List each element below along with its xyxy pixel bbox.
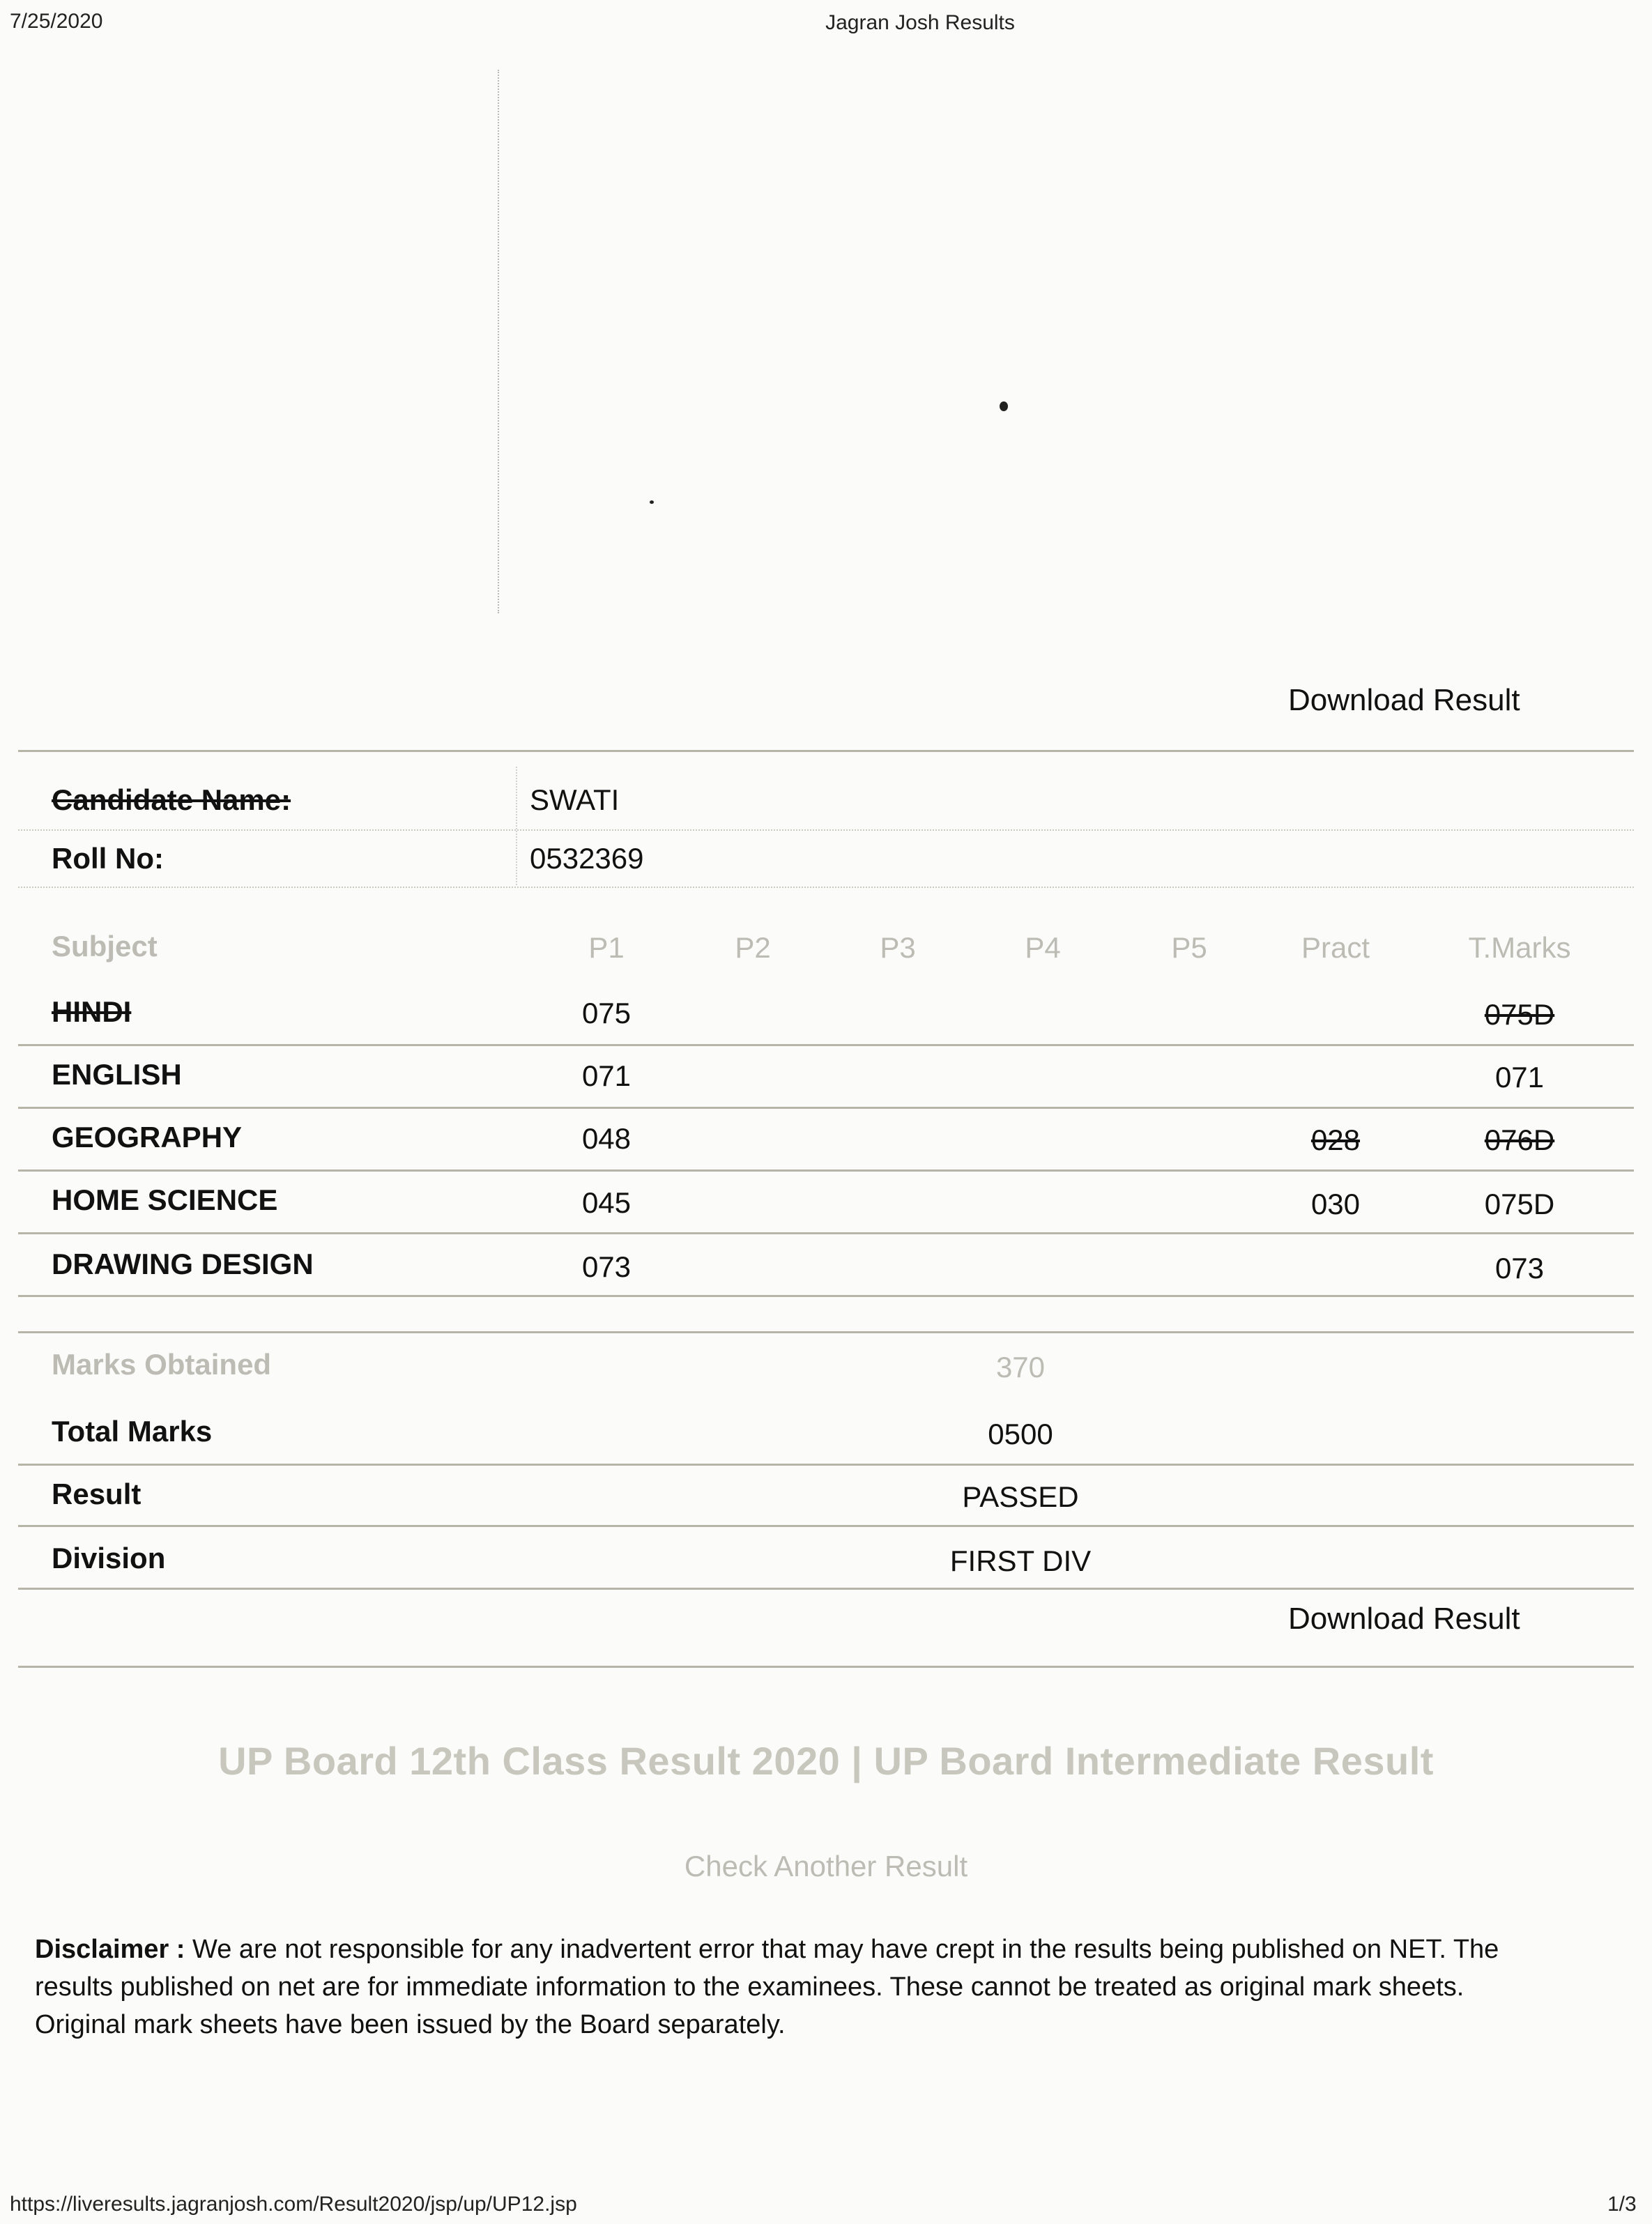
th-pract: Pract xyxy=(1301,931,1370,964)
info-divider xyxy=(516,767,517,885)
total-cell: 075D xyxy=(1484,1188,1555,1220)
th-p4: P4 xyxy=(1025,931,1061,964)
section-divider xyxy=(498,70,499,613)
th-p3: P3 xyxy=(880,931,916,964)
pract-cell: 030 xyxy=(1310,1188,1361,1220)
p1-cell: 048 xyxy=(581,1122,632,1155)
download-result-link-top[interactable]: Download Result xyxy=(1288,683,1520,717)
speck xyxy=(1000,401,1008,411)
disclaimer-line-1: We are not responsible for any inadvertent error that may have crept in the results being published on NET. The xyxy=(192,1935,1499,1964)
row-divider xyxy=(18,1044,1634,1046)
subject-cell: GEOGRAPHY xyxy=(52,1121,243,1153)
total-cell: 071 xyxy=(1494,1061,1545,1094)
total-marks-label: Total Marks xyxy=(52,1415,213,1448)
disclaimer xyxy=(35,1931,1631,2043)
row-divider xyxy=(18,1295,1634,1297)
candidate-name-label: Candidate Name: xyxy=(52,783,291,816)
th-p1: P1 xyxy=(588,931,625,964)
subject-cell: HOME SCIENCE xyxy=(52,1183,278,1216)
speck xyxy=(650,500,654,504)
total-cell: 075D xyxy=(1484,998,1555,1031)
subject-cell: HINDI xyxy=(52,995,132,1028)
th-subject: Subject xyxy=(52,930,158,963)
division-value: FIRST DIV xyxy=(949,1544,1092,1577)
row-divider xyxy=(18,1464,1634,1466)
print-date: 7/25/2020 xyxy=(10,10,103,33)
download-result-link-bottom[interactable]: Download Result xyxy=(1288,1602,1520,1636)
print-title: Jagran Josh Results xyxy=(825,11,1015,34)
p1-cell: 071 xyxy=(581,1059,632,1092)
subject-cell: ENGLISH xyxy=(52,1058,182,1091)
th-p2: P2 xyxy=(735,931,771,964)
row-divider xyxy=(18,1232,1634,1234)
result-label: Result xyxy=(52,1478,142,1510)
roll-no-label: Roll No: xyxy=(52,842,164,875)
result-value: PASSED xyxy=(962,1480,1079,1513)
row-divider xyxy=(18,1588,1634,1590)
subject-cell: DRAWING DESIGN xyxy=(52,1248,314,1280)
p1-cell: 073 xyxy=(581,1250,632,1283)
divider xyxy=(18,1666,1634,1668)
row-divider xyxy=(18,887,1634,888)
total-cell: 076D xyxy=(1484,1123,1555,1156)
divider xyxy=(18,1331,1634,1333)
check-another-result-link[interactable]: Check Another Result xyxy=(684,1850,968,1882)
p1-cell: 075 xyxy=(581,997,632,1029)
divider xyxy=(18,750,1634,752)
disclaimer-line-2: results published on net are for immediate information to the examinees. These cannot be treated as original mark sheets. xyxy=(35,1972,1464,2002)
division-label: Division xyxy=(52,1542,166,1574)
th-p5: P5 xyxy=(1171,931,1207,964)
marks-obtained-label: Marks Obtained xyxy=(52,1348,272,1381)
row-divider xyxy=(18,1107,1634,1109)
total-marks-value: 0500 xyxy=(988,1418,1053,1450)
p1-cell: 045 xyxy=(581,1186,632,1219)
row-divider xyxy=(18,829,1634,831)
print-page-number: 1/3 xyxy=(1607,2193,1637,2216)
disclaimer-line-3: Original mark sheets have been issued by the Board separately. xyxy=(35,2010,786,2039)
print-url: https://liveresults.jagranjosh.com/Result2020/jsp/up/UP12.jsp xyxy=(10,2193,577,2216)
roll-no-value: 0532369 xyxy=(530,842,644,875)
th-tmarks: T.Marks xyxy=(1468,931,1571,964)
up-board-result-link[interactable]: UP Board 12th Class Result 2020 | UP Board Intermediate Result xyxy=(218,1739,1434,1783)
row-divider xyxy=(18,1525,1634,1527)
marks-obtained-value: 370 xyxy=(995,1351,1046,1383)
disclaimer-label: Disclaimer : xyxy=(35,1935,185,1964)
row-divider xyxy=(18,1169,1634,1172)
pract-cell: 028 xyxy=(1310,1123,1361,1156)
total-cell: 073 xyxy=(1494,1252,1545,1284)
candidate-name-value: SWATI xyxy=(530,783,620,816)
